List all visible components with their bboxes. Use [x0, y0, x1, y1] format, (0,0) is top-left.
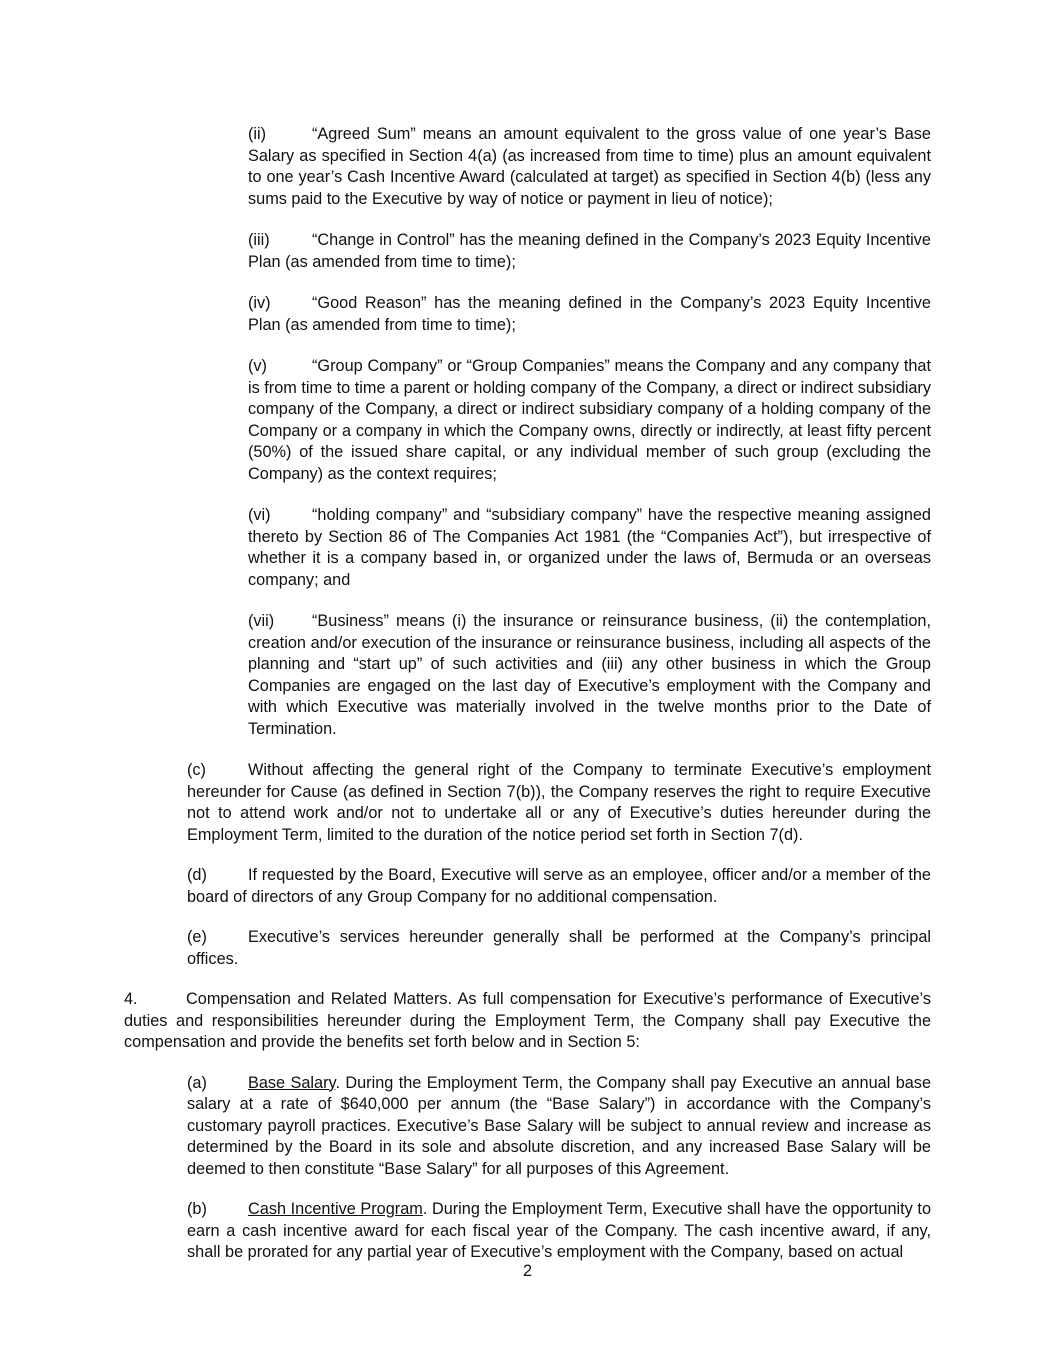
- definition-group-company: [124, 356, 931, 485]
- clause-text: means (i) the insurance or reinsurance business, (ii) the contemplation, creation and/or execution of the insurance or reinsurance business, including all aspects of the planning and “start up” of such activities and (iii) any other business in which the Group Companies are engaged on the last day of Executive’s employment with the Company and with which Executive was materially involved in the twelve months prior to the Date of Termination.: [248, 612, 931, 738]
- subsection-a-base-salary: [124, 1073, 931, 1181]
- defined-term: “Business”: [312, 612, 389, 630]
- clause-marker: (c): [187, 761, 206, 779]
- clause-marker: (b): [187, 1200, 207, 1218]
- clause-text: . During the Employment Term, the Company shall pay Executive an annual base salary at a rate of $640,000 per annum (the “Base Salary”) in accordance with the Company’s customary payroll practices. Executive’s Base Salary will be subject to annual review and increase as determined by the Board in its sole and absolute discretion, and any increased Base Salary will be deemed to then constitute “Base Salary” for all purposes of this Agreement.: [187, 1073, 931, 1178]
- subsection-d: [124, 865, 931, 908]
- definition-change-in-control: [124, 230, 931, 273]
- clause-marker: (ii): [248, 125, 267, 143]
- subsection-c: [124, 760, 931, 846]
- document-page: [124, 124, 931, 1283]
- defined-term: “Good Reason”: [312, 294, 427, 312]
- clause-text: or “Group Companies” means the Company and any company that is from time to time a parent or holding company of the Company, a direct or indirect subsidiary company of the Company, a direct or indirect subsidiary company of a holding company of the Company or a company in which the Company owns, directly or indirectly, at least fifty percent (50%) of the issued share capital, or any individual member of such group (excluding the Company) as the context requires;: [248, 357, 931, 483]
- clause-text: has the meaning defined in the Company’s 2023 Equity Incentive Plan (as amended from time to time);: [248, 231, 931, 271]
- subsection-title: Cash Incentive Program: [248, 1200, 423, 1218]
- definition-agreed-sum: [124, 124, 931, 210]
- definition-business: [124, 611, 931, 740]
- clause-text: If requested by the Board, Executive will serve as an employee, officer and/or a member of the board of directors of any Group Company for no additional compensation.: [187, 866, 931, 906]
- subsection-b-cash-incentive: [124, 1199, 931, 1264]
- clause-text: Without affecting the general right of the Company to terminate Executive’s employment hereunder for Cause (as defined in Section 7(b)), the Company reserves the right to require Executive not to attend work and/or not to undertake all or any of Executive’s duties hereunder during the Employment Term, limited to the duration of the notice period set forth in Section 7(d).: [187, 761, 931, 844]
- definition-good-reason: [124, 293, 931, 336]
- clause-marker: (d): [187, 866, 207, 884]
- clause-marker: (iii): [248, 231, 270, 249]
- clause-text: and “subsidiary company” have the respective meaning assigned thereto by Section 86 of The Companies Act 1981 (the “Companies Act”), but irrespective of whether it is a company based in, or organized under the laws of, Bermuda or an overseas company; and: [248, 506, 931, 589]
- definition-holding-company: [124, 505, 931, 591]
- clause-marker: (v): [248, 357, 267, 375]
- page-number: 2: [522, 1262, 533, 1280]
- defined-term: “Group Company”: [312, 357, 443, 375]
- section-number: 4.: [124, 990, 138, 1008]
- defined-term: “Agreed Sum”: [312, 125, 416, 143]
- clause-text: means an amount equivalent to the gross value of one year’s Base Salary as specified in Section 4(a) (as increased from time to time) plus an amount equivalent to one year’s Cash Incentive Award (calculated at target) as specified in Section 4(b) (less any sums paid to the Executive by way of notice or payment in lieu of notice);: [248, 125, 931, 208]
- section-4: [124, 989, 931, 1054]
- clause-marker: (a): [187, 1073, 207, 1092]
- clause-marker: (vi): [248, 506, 271, 524]
- subsection-title: Base Salary: [248, 1073, 336, 1092]
- subsection-e: [124, 927, 931, 970]
- section-heading: Compensation and Related Matters.: [186, 990, 453, 1008]
- defined-term: “holding company”: [312, 506, 448, 524]
- clause-text: . During the Employment Term, Executive shall have the opportunity to earn a cash incentive award for each fiscal year of the Company. The cash incentive award, if any, shall be prorated for any partial year of Executive’s employment with the Company, based on actual: [187, 1200, 931, 1261]
- clause-marker: (e): [187, 928, 207, 946]
- clause-marker: (vii): [248, 612, 275, 630]
- clause-text: As full compensation for Executive’s performance of Executive’s duties and responsibilities hereunder during the Employment Term, the Company shall pay Executive the compensation and provide the benefits set forth below and in Section 5:: [124, 990, 931, 1051]
- clause-text: Executive’s services hereunder generally shall be performed at the Company’s principal offices.: [187, 928, 931, 968]
- defined-term: “Change in Control”: [312, 231, 455, 249]
- clause-text: has the meaning defined in the Company’s 2023 Equity Incentive Plan (as amended from time to time);: [248, 294, 931, 334]
- clause-marker: (iv): [248, 294, 271, 312]
